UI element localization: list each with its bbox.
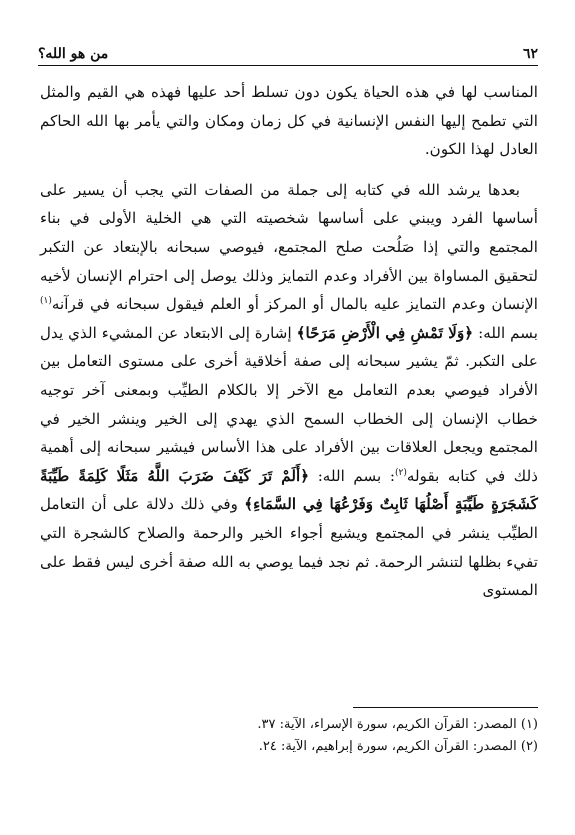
paragraph-2-part-3: إشارة إلى الابتعاد عن المشيء الذي يدل على التكبر. ثمّ يشير سبحانه إلى صفة أخلاقية أخرى على مستوى التعامل بين الأفراد فيوصي بعدم التعامل مع الآخر إلا بالكلام الطيِّب وبمعنى آخر توجيه خطاب الإنسان إلى الخطاب السمح الذي يهدي إلى الخير وينشر الخير في المجتمع ويجعل العلاقات بين الأفراد على هذا الأساس فيشير سبحانه إلى أهمية ذلك في كتابه بقوله	[40, 323, 538, 485]
paragraph-2-part-4: : بسم الله:	[309, 466, 395, 485]
body-text	[40, 78, 538, 617]
header-divider	[38, 65, 538, 66]
paragraph-1: المناسب لها في هذه الحياة يكون دون تسلط أحد عليها فهذه هي القيم والمثل التي تطمح إليها النفس الإنسانية في كل زمان ومكان والتي يأمر بها الله الحاكم العادل لهذا الكون.	[40, 83, 538, 159]
footnote-ref-2: (٢)	[394, 467, 407, 478]
quran-quote-2: ﴿أَلَمْ تَرَ كَيْفَ ضَرَبَ اللَّهُ مَثَلًا كَلِمَةً طَيِّبَةً كَشَجَرَةٍ طَيِّبَةٍ أَصْلُهَا ثَابِتٌ وَفَرْعُهَا فِي السَّمَاءِ﴾	[40, 466, 539, 514]
paragraph-2	[40, 176, 538, 605]
footnote-1: (١) المصدر: القرآن الكريم، سورة الإسراء، الآية: ٣٧.	[257, 717, 538, 732]
quran-quote-1: ﴿وَلَا تَمْشِ فِي الْأَرْضِ مَرَحًا﴾	[296, 323, 474, 342]
footnote-2: (٢) المصدر: القرآن الكريم، سورة إبراهيم، الآية: ٢٤.	[258, 739, 538, 754]
page-number: ٦٢	[522, 46, 538, 62]
paragraph-2-part-5: وفي ذلك دلالة على أن التعامل الطيِّب ينشر في المجتمع ويشيع أجواء الخير والرحمة والصلاح كالشجرة التي تفيء بظلها لتنشر الرحمة. ثم نجد فيما يوصي به الله صفة أخرى ليس فقط على المستوى	[40, 495, 538, 600]
paragraph-2-part-2: بسم الله:	[473, 323, 538, 342]
page-header	[38, 38, 538, 62]
footnotes	[40, 714, 538, 758]
footnote-ref-1: (١)	[40, 296, 52, 307]
paragraph-2-part-1: بعدها يرشد الله في كتابه إلى جملة من الصفات التي يجب أن يسير على أساسها الفرد ويبني على أساسها شخصيته التي هي الخلية الأولى في بناء المجتمع والتي إذا صَلُحت صلح المجتمع، فيوصي سبحانه بالإبتعاد عن التكبر لتحقيق المساواة بين الأفراد وعدم التمايز وذلك يوصل إلى احترام الإنسان لأخيه الإنسان وعدم التمايز عليه بالمال أو المركز أو العلم فيقول سبحانه في قرآنه	[40, 180, 538, 314]
running-title: من هو الله؟	[38, 46, 109, 62]
footnote-divider	[353, 707, 538, 708]
